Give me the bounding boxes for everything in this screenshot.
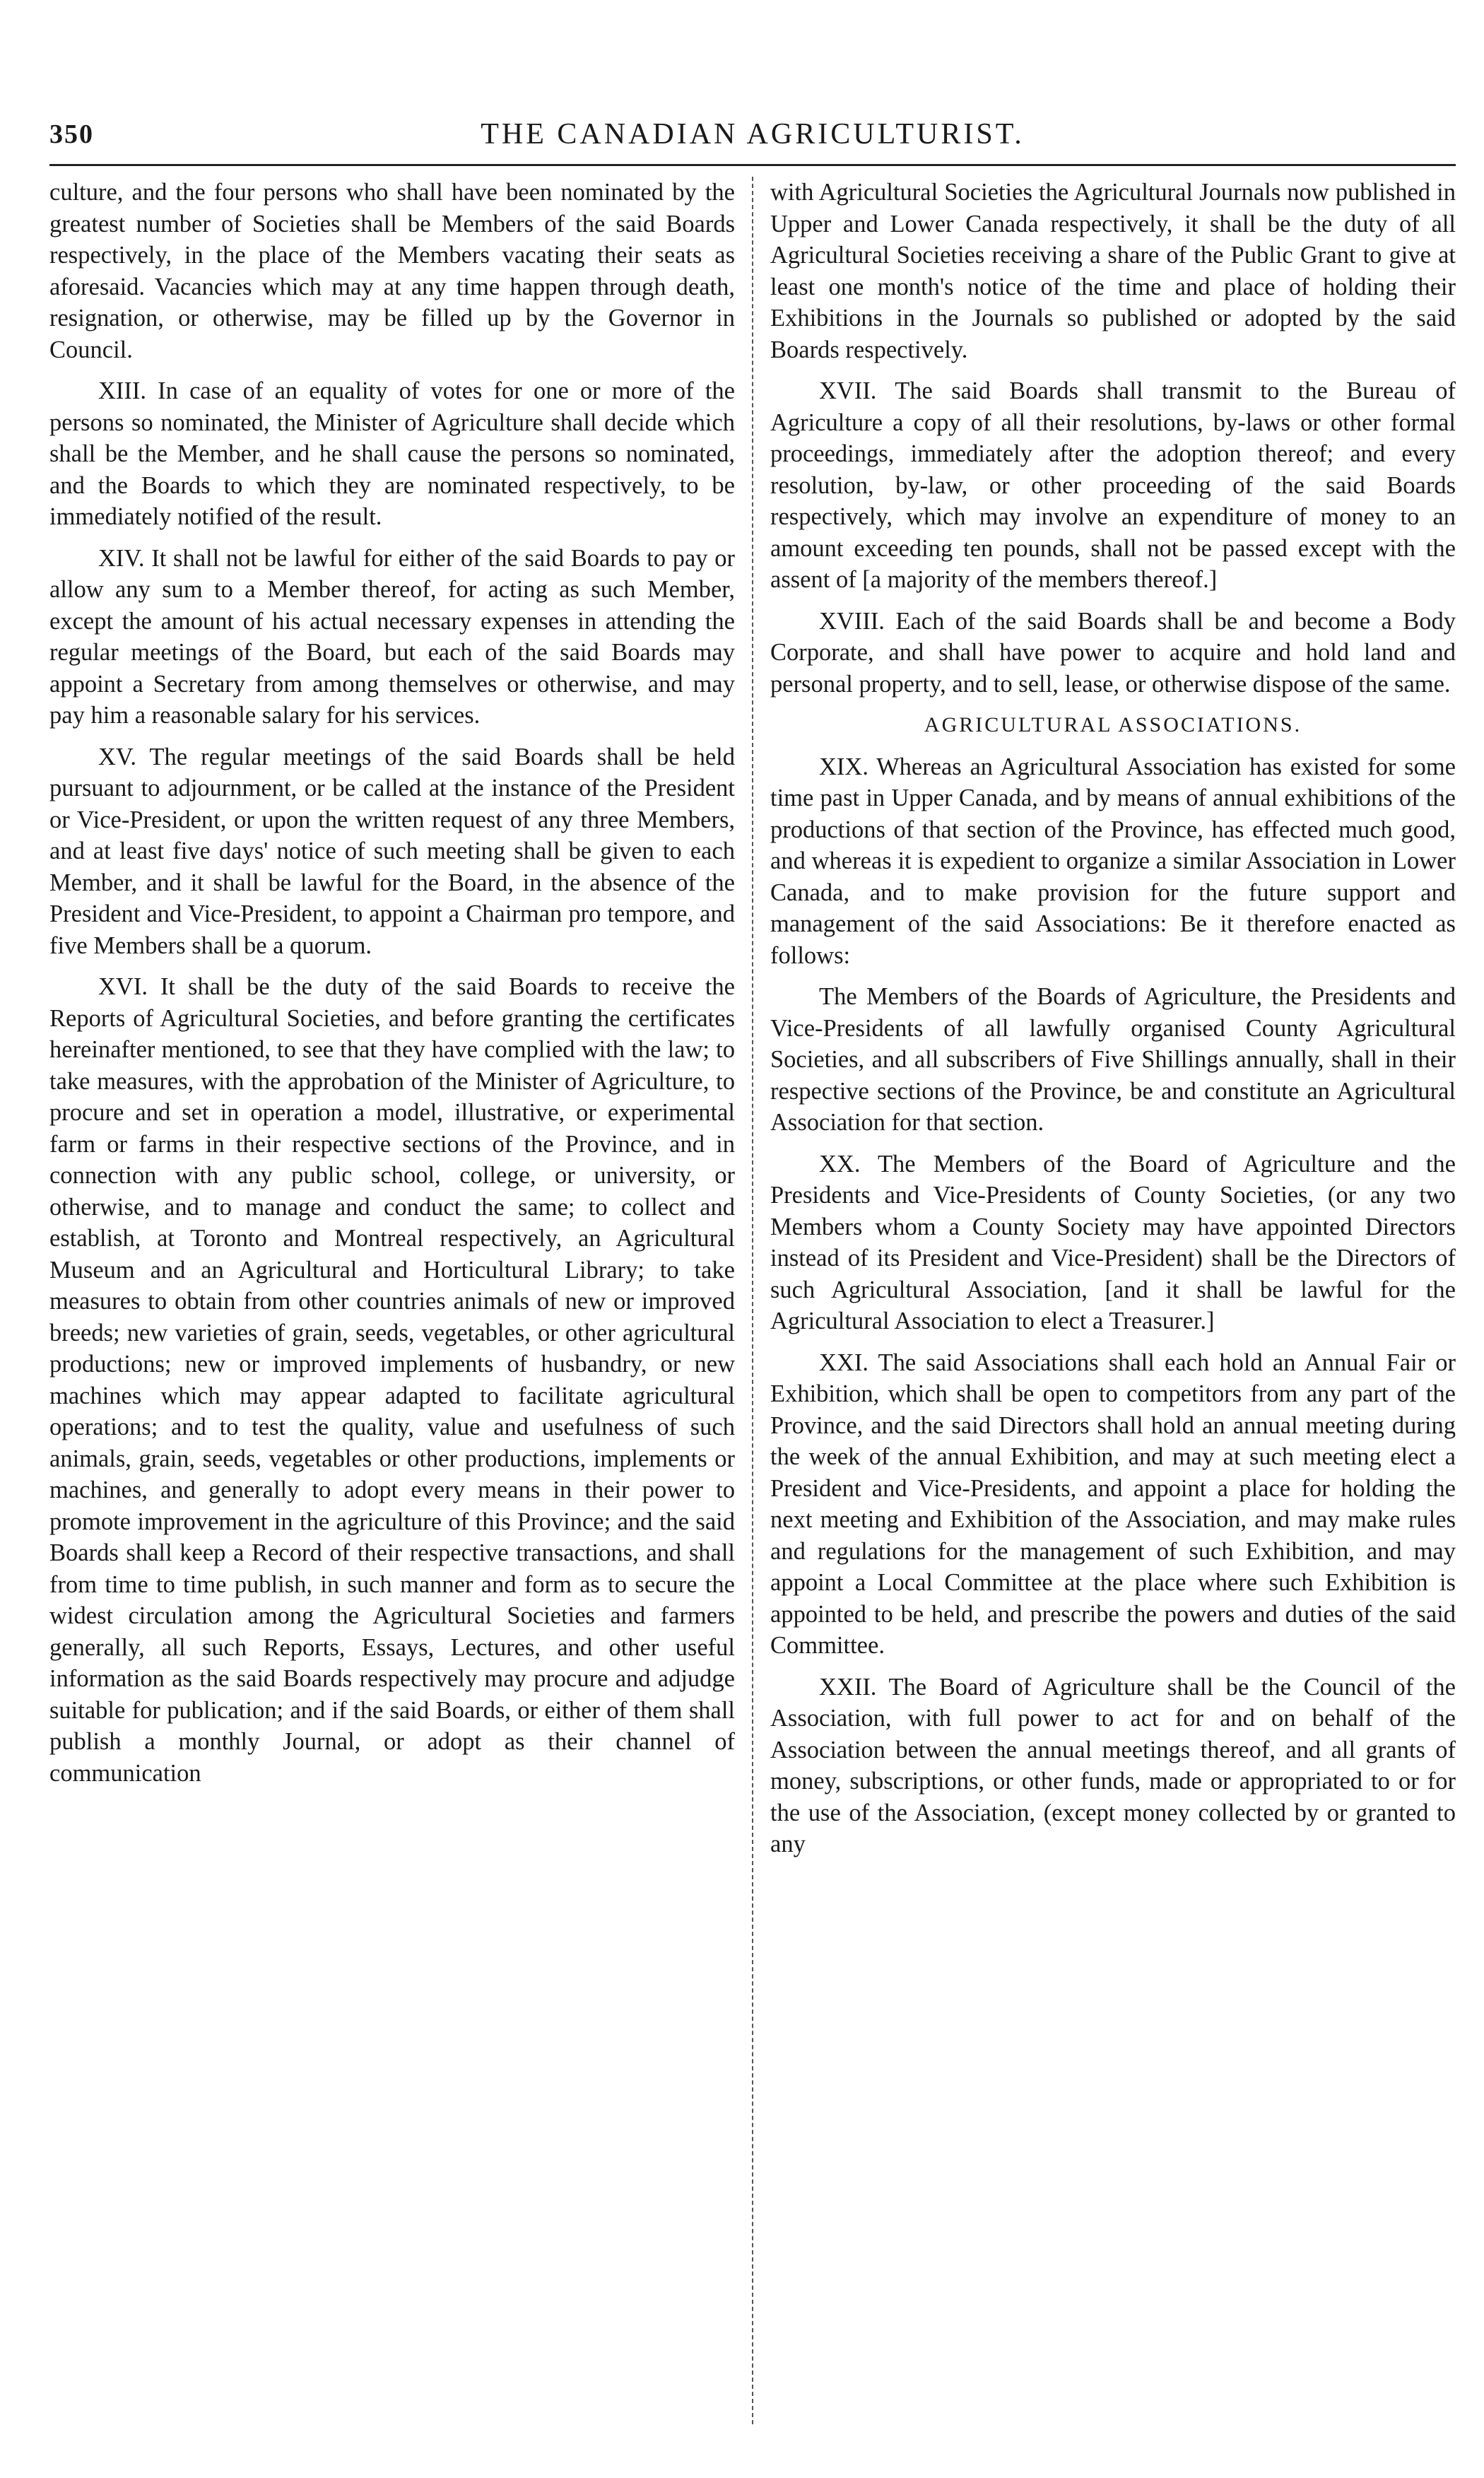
paragraph-members: The Members of the Boards of Agriculture, the Presidents and Vice-Presidents of all lawfully organised County Agricultural Societies, and all subscribers of Five Shillings annually, shall in their respective sections of the Province, be and constitute an Agricultural Association for that section. [770, 983, 1456, 1136]
left-column [49, 177, 735, 2424]
section-xv: XV. The regular meetings of the said Boards shall be held pursuant to adjournment, or be called at the instance of the President or Vice-President, or upon the written request of any three Members, and at least five days' notice of such meeting shall be given to each Member, and it shall be lawful for the Board, in the absence of the President and Vice-President, to appoint a Chairman pro tempore, and five Members shall be a quorum. [49, 743, 735, 959]
document-page [49, 106, 1456, 2438]
section-xvi: XVI. It shall be the duty of the said Boards to receive the Reports of Agricultural Societies, and before granting the certificates hereinafter mentioned, to see that they have complied with the law; to take measures, with the approbation of the Minister of Agriculture, to procure and set in operation a model, illustrative, or experimental farm or farms in their respective sections of the Province, and in connection with any public school, college, or university, or otherwise, and to manage and conduct the same; to collect and establish, at Toronto and Montreal respectively, an Agricultural Museum and an Agricultural and Horticultural Library; to take measures to obtain from other countries animals of new or improved breeds; new varieties of grain, seeds, vegetables, or other agricultural productions; new or improved implements of husbandry, or new machines which may appear adapted to facilitate agricultural operations; and to test the quality, value and usefulness of such animals, grain, seeds, vegetables or other productions, implements or machines, and generally to adopt every means in their power to promote improvement in the agriculture of this Province; and the said Boards shall keep a Record of their respective transactions, and shall from time to time publish, in such manner and form as to secure the widest circulation among the Agricultural Societies and farmers generally, all such Reports, Essays, Lectures, and other useful information as the said Boards respectively may procure and adjudge suitable for publication; and if the said Boards, or either of them shall publish a monthly Journal, or adopt as their channel of communication [49, 973, 735, 1787]
paragraph-continued: with Agricultural Societies the Agricultural Journals now published in Upper and Lower Canada respectively, it shall be the duty of all Agricultural Societies receiving a share of the Public Grant to give at least one month's notice of the time and place of holding their Exhibitions in the Journals so published or adopted by the said Boards respectively. [770, 179, 1456, 363]
section-xx: XX. The Members of the Board of Agriculture and the Presidents and Vice-Presidents of County Societies, (or any two Members whom a County Society may have appointed Directors instead of its President and Vice-President) shall be the Directors of such Agricultural Association, [and it shall be lawful for the Agricultural Association to elect a Treasurer.] [770, 1150, 1456, 1334]
header-rule [49, 164, 1456, 166]
section-xxi: XXI. The said Associations shall each hold an Annual Fair or Exhibition, which shall be open to competitors from any part of the Province, and the said Directors shall hold an annual meeting during the week of the annual Exhibition, and may at such meeting elect a President and Vice-Presidents, and appoint a place for holding the next meeting and Exhibition of the Association, and may make rules and regulations for the management of such Exhibition, and may appoint a Local Committee at the place where such Exhibition is appointed to be held, and prescribe the powers and duties of the said Committee. [770, 1349, 1456, 1659]
section-xix: XIX. Whereas an Agricultural Association has existed for some time past in Upper Canada, and by means of annual exhibitions of the productions of that section of the Province, has effected much good, and whereas it is expedient to organize a similar Association in Lower Canada, and to make provision for the future support and management of the said Associations: Be it therefore enacted as follows: [770, 753, 1456, 969]
page-header [49, 106, 1456, 163]
page-number: 350 [49, 119, 94, 149]
section-xiv: XIV. It shall not be lawful for either of the said Boards to pay or allow any sum to a Member thereof, for acting as such Member, except the amount of his actual necessary expenses in attending the regular meetings of the Board, but each of the said Boards may appoint a Secretary from among themselves or otherwise, and may pay him a reasonable salary for his services. [49, 544, 735, 729]
paragraph-continued: culture, and the four persons who shall have been nominated by the greatest number of Societies shall be Members of the said Boards respectively, in the place of the Members vacating their seats as aforesaid. Vacancies which may at any time happen through death, resignation, or otherwise, may be filled up by the Governor in Council. [49, 179, 735, 363]
section-xvii: XVII. The said Boards shall transmit to the Bureau of Agriculture a copy of all their resolutions, by-laws or other formal proceedings, immediately after the adoption thereof; and every resolution, by-law, or other proceeding of the said Boards respectively, which may involve an expenditure of money to an amount exceeding ten pounds, shall not be passed except with the assent of [a majority of the members thereof.] [770, 377, 1456, 593]
running-title: THE CANADIAN AGRICULTURIST. [481, 118, 1025, 151]
section-xiii: XIII. In case of an equality of votes for one or more of the persons so nominated, the Minister of Agriculture shall decide which shall be the Member, and he shall cause the persons so nominated, and the Boards to which they are nominated respectively, to be immediately notified of the result. [49, 377, 735, 530]
section-xxii: XXII. The Board of Agriculture shall be the Council of the Association, with full power to act for and on behalf of the Association between the annual meetings thereof, and all grants of money, subscriptions, or other funds, made or appropriated to or for the use of the Association, (except money collected by or granted to any [770, 1673, 1456, 1857]
section-xviii: XVIII. Each of the said Boards shall be and become a Body Corporate, and shall have power to acquire and hold land and personal property, and to sell, lease, or otherwise dispose of the same. [770, 607, 1456, 698]
text-columns [49, 177, 1456, 2424]
right-column [770, 177, 1456, 2424]
column-divider [752, 177, 753, 2424]
section-heading: AGRICULTURAL ASSOCIATIONS. [924, 713, 1302, 736]
